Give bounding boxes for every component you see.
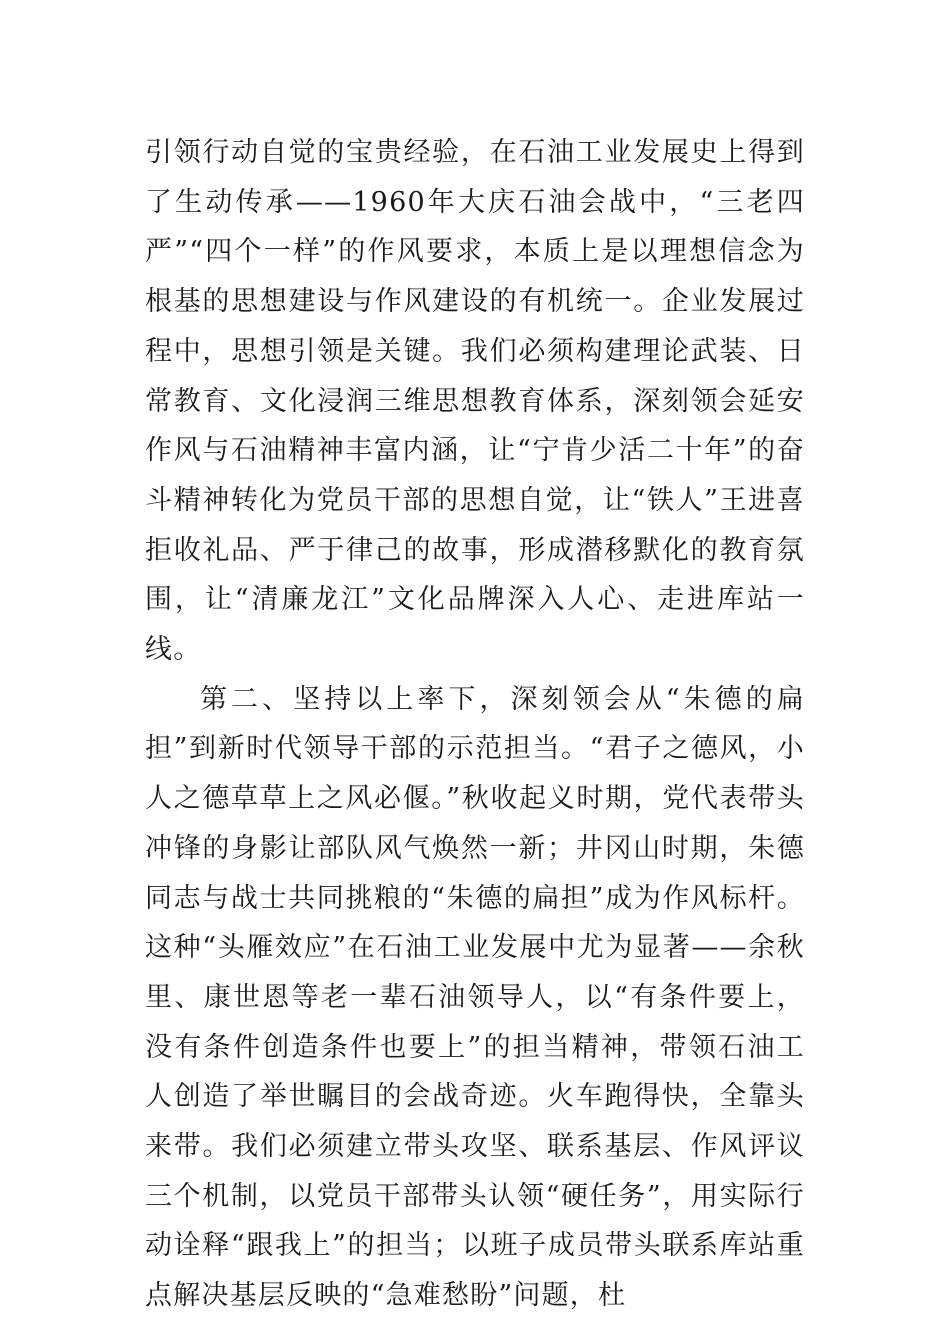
paragraph-thought-guidance: 引领行动自觉的宝贵经验，在石油工业发展史上得到了生动传承——1960年大庆石油会战中，“三老四严”“四个一样”的作风要求，本质上是以理想信念为根基的思想建设与作风建设的有机统一。企业发展过程中，思想引领是关键。我们必须构建理论武装、日常教育、文化浸润三维思想教育体系，深刻领会延安作风与石油精神丰富内涵，让“宁肯少活二十年”的奋斗精神转化为党员干部的思想自觉，让“铁人”王进喜拒收礼品、严于律己的故事，形成潜移默化的教育氛围，让“清廉龙江”文化品牌深入人心、走进库站一线。 bbox=[145, 137, 805, 666]
document-page bbox=[145, 128, 805, 1321]
paragraph-lead-by-example: 第二、坚持以上率下，深刻领会从“朱德的扁担”到新时代领导干部的示范担当。“君子之德风，小人之德草草上之风必偃。”秋收起义时期，党代表带头冲锋的身影让部队风气焕然一新；井冈山时期，朱德同志与战士共同挑粮的“朱德的扁担”成为作风标杆。这种“头雁效应”在石油工业发展中尤为显著——余秋里、康世恩等老一辈石油领导人，以“有条件要上，没有条件创造条件也要上”的担当精神，带领石油工人创造了举世瞩目的会战奇迹。火车跑得快，全靠头来带。我们必须建立带头攻坚、联系基层、作风评议三个机制，以党员干部带头认领“硬任务”，用实际行动诠释“跟我上”的担当；以班子成员带头联系库站重点解决基层反映的“急难愁盼”问题，杜 bbox=[145, 683, 805, 1312]
